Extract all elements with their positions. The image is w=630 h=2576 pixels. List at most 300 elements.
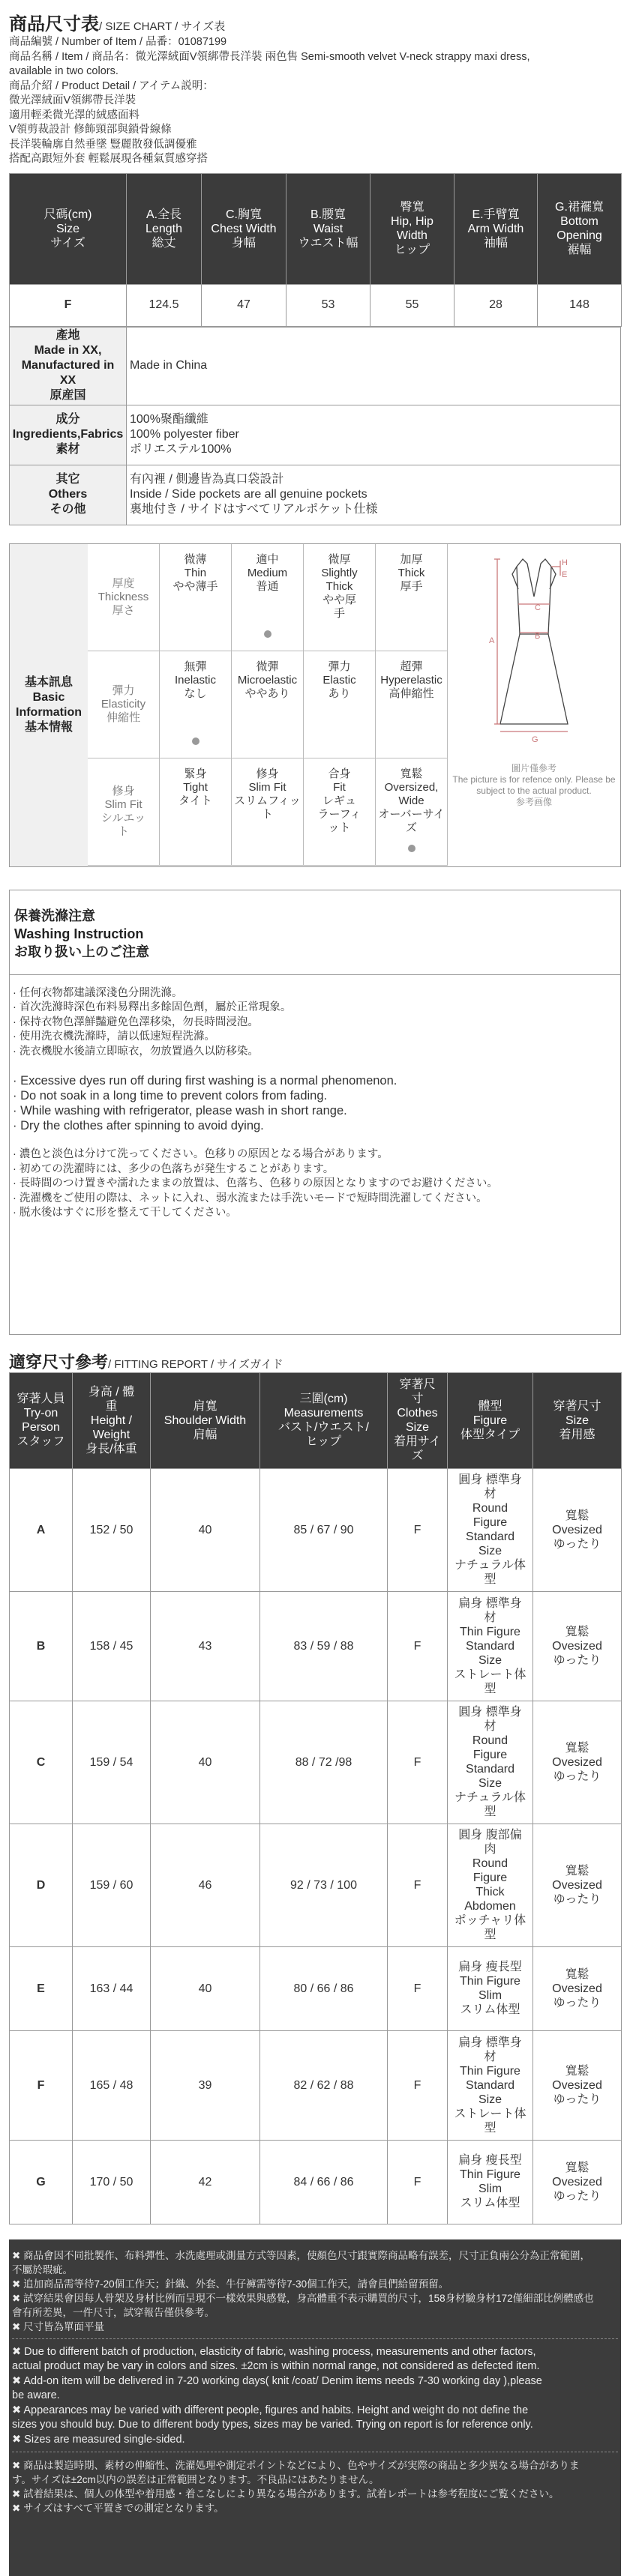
fitting-feel — [533, 2140, 622, 2224]
info-line: 搭配高跟短外套 輕鬆展現各種氣質感穿搭 — [9, 153, 208, 165]
figure-letter: A — [489, 636, 495, 645]
fitting-figure — [448, 1468, 533, 1591]
fit-line: ゆったり — [553, 1770, 602, 1783]
note-en-line: ✖ Appearances may be varied with different people, figures and habits. Height and weight do not define the — [12, 2404, 529, 2416]
washing-jp-line: · 長時間のつけ置きや濡れたままの放置は、色落ち、色移りの原因となりますのでお避けください。 — [13, 1177, 498, 1189]
material-label-line: XX — [59, 374, 76, 387]
info-line: 微光澤絨面V領綁帶長洋裝 — [9, 94, 136, 106]
notes-panel — [9, 2239, 621, 2576]
header-line: 体型タイプ — [460, 1428, 520, 1441]
material-value-line: Inside / Side pockets are all genuine pockets — [130, 488, 368, 501]
basic-head-line: Thickness — [98, 590, 149, 603]
fitting-height-weight: 165 / 48 — [73, 2030, 151, 2140]
fit-line: ゆったり — [553, 1996, 602, 2009]
figure-line: Thick — [476, 1886, 505, 1898]
washing-zh-line: · 使用洗衣機洗滌時，請以低速短程洗滌。 — [13, 1031, 215, 1043]
fit-line: 寬鬆 — [565, 1864, 590, 1877]
fit-line: ゆったり — [553, 2189, 602, 2203]
header-line: Shoulder Width — [164, 1414, 247, 1427]
washing-jp-line: · 濃色と淡色は分けて洗ってください。色移りの原因となる場合があります。 — [13, 1148, 388, 1160]
fitting-figure — [448, 1591, 533, 1701]
fitting-title — [9, 1350, 630, 1372]
header-line: ズ — [411, 1450, 424, 1462]
basic-option-line: 微彈 — [256, 660, 279, 673]
basic-option — [160, 544, 232, 651]
basic-option-dot-area — [160, 726, 231, 756]
fitting-figure — [448, 1701, 533, 1824]
fitting-height-weight: 152 / 50 — [73, 1468, 151, 1591]
basic-option-dot-area — [376, 619, 447, 649]
basic-option-line: タイト — [178, 794, 212, 807]
header-line: 袖幅 — [483, 236, 508, 250]
figure-line: Standard — [466, 1530, 514, 1543]
basic-option-line: ズ — [405, 821, 417, 834]
basic-row-head — [88, 758, 160, 866]
basic-option — [304, 758, 376, 866]
notes-divider — [12, 2338, 618, 2339]
basic-option-line: 寬鬆 — [400, 767, 423, 780]
fit-line: Ovesized — [552, 1982, 602, 1995]
fitting-figure — [448, 2140, 533, 2224]
fit-line: 寬鬆 — [565, 1967, 590, 1981]
info-line: V領剪裁設計 修飾頸部與鎖骨線條 — [9, 124, 172, 136]
header-line: 身高 / 體 — [88, 1385, 135, 1399]
fitting-measurements: 82 / 62 / 88 — [260, 2030, 388, 2140]
fit-line: Ovesized — [552, 1523, 602, 1536]
fitting-header-cell — [260, 1372, 388, 1468]
fitting-shoulder-width: 40 — [151, 1701, 260, 1824]
figure-line: スリム体型 — [460, 2003, 520, 2016]
header-line: 着用サイ — [394, 1435, 441, 1448]
material-value-line: Made in China — [130, 359, 208, 372]
header-line: Chest Width — [211, 222, 277, 235]
material-label — [10, 465, 127, 525]
fit-line: Ovesized — [552, 1639, 602, 1653]
fitting-person: G — [10, 2140, 73, 2224]
basic-row — [88, 544, 448, 651]
header-line: バスト/ウエスト/ — [278, 1421, 369, 1434]
basic-option-line: Inelastic — [174, 673, 217, 687]
size-header-cell — [286, 173, 370, 284]
material-label-line: Others — [48, 488, 88, 501]
basic-info — [9, 543, 621, 867]
basic-option-line: Elastic — [322, 673, 356, 687]
size-row — [10, 284, 622, 326]
basic-option-line: オーバーサイ — [378, 807, 445, 821]
basic-option-dot-area — [160, 619, 231, 649]
selected-dot-icon — [408, 845, 416, 852]
basic-option-line: やや厚 — [322, 593, 356, 606]
basic-option-line: 緊身 — [184, 767, 207, 780]
figure-line: 扁身 瘦長型 — [458, 1961, 522, 1973]
info-line: 商品編號 / Number of Item / 品番：01087199 — [9, 36, 227, 48]
basic-label-line: Basic — [32, 690, 65, 704]
fitting-shoulder-width: 43 — [151, 1591, 260, 1701]
fit-line: Ovesized — [552, 2175, 602, 2189]
basic-option-line: スリムフィッ — [234, 794, 301, 807]
washing-divider — [10, 974, 620, 975]
figure-caption-line: 参考画像 — [515, 796, 552, 807]
material-row — [10, 465, 621, 525]
figure-line: Figure — [472, 1871, 508, 1884]
washing-zh-line: · 保持衣物色澤鮮豔避免色澤移染，勿長時間浸泡。 — [13, 1016, 259, 1028]
figure-line: ストレート体 — [454, 1668, 526, 1681]
gap — [13, 1133, 617, 1147]
header-line: 穿著尺寸 — [553, 1399, 602, 1413]
basic-info-label — [10, 544, 88, 866]
size-header-cell — [370, 173, 454, 284]
basic-option — [232, 758, 304, 866]
header-line: 総丈 — [152, 236, 176, 250]
figure-line: 扁身 標準身 — [458, 1596, 522, 1610]
note-jp-line: ✖ サイズはすべて平置きでの測定となります。 — [12, 2503, 224, 2514]
fitting-height-weight: 163 / 44 — [73, 1946, 151, 2030]
material-label-line: 素材 — [56, 443, 80, 456]
material-label-line: 原産国 — [50, 389, 86, 402]
fitting-measurements: 88 / 72 /98 — [260, 1701, 388, 1824]
fit-line: ゆったり — [553, 1537, 602, 1551]
washing-title-line: お取り扱い上のご注意 — [14, 944, 149, 959]
washing-en-line: · Excessive dyes run off during first washing is a normal phenomenon. — [13, 1074, 398, 1088]
basic-option-dot-area — [304, 726, 375, 756]
figure-line: Figure — [472, 1749, 508, 1761]
basic-row-head — [88, 544, 160, 651]
header-line: 肩寬 — [193, 1399, 218, 1413]
material-label-line: 其它 — [56, 473, 80, 486]
fit-line: 寬鬆 — [565, 2064, 590, 2078]
header-line: B.腰寬 — [310, 208, 346, 221]
figure-line: Size — [478, 2093, 502, 2106]
washing-jp-line: · 洗濯機をご使用の際は、ネットに入れ、弱水流または手洗いモードで短時間洗濯してください。 — [13, 1192, 488, 1204]
size-cell: 55 — [370, 284, 454, 326]
fitting-height-weight: 159 / 60 — [73, 1824, 151, 1946]
header-line: 着用感 — [559, 1428, 596, 1441]
fitting-row — [10, 1468, 622, 1591]
fitting-figure — [448, 2030, 533, 2140]
selected-dot-icon — [192, 737, 200, 745]
info-line: 商品介紹 / Product Detail / アイテム説明： — [9, 79, 214, 92]
basic-option-line: 超彈 — [400, 660, 423, 673]
material-value — [127, 465, 621, 525]
washing-zh-line: · 洗衣機脫水後請立即晾衣，勿放置過久以防移染。 — [13, 1045, 259, 1058]
figure-line: 扁身 瘦長型 — [458, 2154, 522, 2167]
header-line: 尺碼(cm) — [44, 208, 92, 221]
figure-line: 材 — [484, 1488, 496, 1500]
basic-option-text — [376, 758, 447, 833]
basic-head-line: Slim Fit — [104, 797, 142, 811]
basic-option-text — [232, 651, 303, 726]
header-line: Try-on — [23, 1407, 58, 1420]
note-zh-line: ✖ 尺寸皆為單面平量 — [12, 2320, 105, 2332]
fitting-title-text: 適穿尺寸參考 — [9, 1352, 109, 1372]
basic-option-text — [376, 544, 447, 619]
basic-option-line: 高伸縮性 — [388, 687, 434, 700]
header-line: サイズ — [50, 236, 86, 250]
fitting-table — [9, 1372, 622, 2224]
header-line: 三圍(cm) — [299, 1393, 348, 1405]
fitting-clothes-size: F — [388, 1468, 448, 1591]
washing-instruction — [9, 890, 621, 1335]
washing-en-line: · Dry the clothes after spinning to avoid dying. — [13, 1119, 264, 1132]
header-line: Figure — [472, 1414, 508, 1427]
material-label-line: 成分 — [56, 413, 80, 426]
fitting-shoulder-width: 39 — [151, 2030, 260, 2140]
note-en-line: sizes you should buy. Due to different body types, sizes may be varied. Trying on report is for reference only. — [12, 2419, 533, 2431]
header-line: Size — [56, 222, 80, 235]
basic-row — [88, 651, 448, 758]
basic-option — [232, 651, 304, 758]
material-label-line: Ingredients,Fabrics — [12, 428, 124, 441]
basic-info-grid — [88, 544, 448, 866]
basic-head-line: シルエッ — [100, 811, 146, 824]
fitting-feel — [533, 1591, 622, 1701]
washing-title-line: Washing Instruction — [14, 926, 144, 941]
page-title — [9, 9, 621, 35]
figure-line: ナチュラル体 — [454, 1559, 526, 1572]
fitting-clothes-size: F — [388, 1591, 448, 1701]
title-subtitle: / SIZE CHART / サイズ表 — [99, 20, 226, 33]
header-line: A.全長 — [146, 208, 182, 221]
basic-option-line: 彈力 — [328, 660, 351, 673]
basic-row — [88, 758, 448, 866]
header-line: 裾幅 — [567, 244, 592, 256]
fitting-header-cell — [73, 1372, 151, 1468]
figure-line: Slim — [478, 2183, 502, 2195]
fitting-clothes-size: F — [388, 2030, 448, 2140]
fitting-measurements: 85 / 67 / 90 — [260, 1468, 388, 1591]
figure-line: Slim — [478, 1989, 502, 2002]
fit-line: ゆったり — [553, 2093, 602, 2106]
figure-line: Thin Figure — [460, 1975, 520, 1988]
basic-option-dot-area — [304, 619, 375, 649]
basic-head-line: 厚度 — [112, 576, 135, 590]
header-line: Width — [397, 229, 428, 242]
figure-line: Standard — [466, 1639, 514, 1653]
basic-option-line: Medium — [247, 566, 288, 579]
basic-head-line: ト — [117, 824, 129, 838]
figure-line: Thin Figure — [460, 2064, 520, 2078]
basic-option-line: Slim Fit — [248, 780, 286, 794]
material-label-line: Made in XX, — [34, 344, 102, 357]
fitting-clothes-size: F — [388, 1824, 448, 1946]
figure-line: スリム体型 — [460, 2197, 520, 2209]
fitting-shoulder-width: 40 — [151, 1946, 260, 2030]
header-line: Person — [22, 1421, 60, 1434]
dress-figure — [448, 544, 620, 866]
basic-option-line: Fit — [333, 780, 346, 794]
header — [0, 0, 630, 170]
material-value-line: 100%聚酯纖維 — [130, 413, 208, 426]
fit-line: Ovesized — [552, 1755, 602, 1769]
header-line: Size — [565, 1414, 590, 1427]
fitting-person: D — [10, 1824, 73, 1946]
info-line: 長洋裝輪廓自然垂墜 豎麗散發低調優雅 — [9, 138, 197, 151]
figure-line: 型 — [484, 1573, 496, 1586]
basic-option — [160, 651, 232, 758]
basic-option-line: ややあり — [244, 687, 290, 700]
figure-caption-line: 圖片僅參考 — [511, 762, 556, 773]
basic-option-line: 合身 — [328, 767, 351, 780]
basic-option — [160, 758, 232, 866]
size-cell: 148 — [538, 284, 622, 326]
note-en-line: ✖ Sizes are measured single-sided. — [12, 2433, 185, 2446]
figure-caption — [448, 763, 620, 808]
basic-option — [376, 758, 448, 866]
figure-line: ストレート体 — [454, 2107, 526, 2120]
fit-line: 寬鬆 — [565, 2161, 590, 2174]
fitting-header-cell — [10, 1372, 73, 1468]
fitting-height-weight: 158 / 45 — [73, 1591, 151, 1701]
material-value-line: 裏地付き / サイドはすべてリアルポケット仕様 — [130, 503, 378, 516]
washing-en-line: · While washing with refrigerator, please wash in short range. — [13, 1104, 347, 1117]
header-line: 身幅 — [231, 236, 256, 250]
figure-line: Size — [478, 1777, 502, 1790]
basic-option-text — [160, 544, 231, 619]
info-line: 商品名稱 / Item / 商品名：微光澤絨面V領綁帶長洋裝 兩色售 Semi-smooth velvet V-neck strappy maxi dress, — [9, 50, 530, 63]
basic-option-dot-area — [232, 726, 303, 756]
material-label-line: Manufactured in — [21, 359, 115, 372]
basic-option-line: やや薄手 — [172, 579, 218, 593]
material-value — [127, 327, 621, 405]
fitting-measurements: 80 / 66 / 86 — [260, 1946, 388, 2030]
fit-line: ゆったり — [553, 1892, 602, 1906]
fitting-height-weight: 159 / 54 — [73, 1701, 151, 1824]
size-cell: 28 — [454, 284, 538, 326]
basic-head-line: 厚さ — [112, 603, 135, 617]
basic-option-dot-area — [376, 726, 447, 756]
fit-line: 寬鬆 — [565, 1625, 590, 1638]
fitting-clothes-size: F — [388, 2140, 448, 2224]
fitting-header-cell — [388, 1372, 448, 1468]
figure-line: Thin Figure — [460, 2168, 520, 2181]
gap — [13, 1059, 617, 1073]
basic-option-line: Tight — [183, 780, 208, 794]
basic-option-line: ット — [328, 821, 351, 834]
washing-title-line: 保養洗滌注意 — [14, 908, 95, 923]
basic-option-line: 微薄 — [184, 552, 207, 566]
material-value-line: 有內裡 / 側邊皆為真口袋設計 — [130, 473, 284, 486]
fit-line: Ovesized — [552, 2078, 602, 2092]
fitting-subtitle: / FITTING REPORT / サイズガイド — [108, 1357, 284, 1371]
header-line: Measurements — [284, 1407, 364, 1420]
figure-line: 型 — [484, 2121, 496, 2135]
material-value-line: ポリエステル100% — [130, 443, 232, 456]
fitting-figure — [448, 1946, 533, 2030]
fitting-row — [10, 1824, 622, 1946]
basic-option-line: Thick — [398, 566, 425, 579]
basic-option — [304, 544, 376, 651]
basic-option-line: なし — [184, 687, 207, 700]
header-line: E.手臂寬 — [472, 208, 520, 221]
header-line: ヒップ — [394, 244, 430, 256]
figure-caption-line: The picture is for refence only. Please be — [452, 773, 616, 785]
fitting-measurements: 92 / 73 / 100 — [260, 1824, 388, 1946]
fitting-header-cell — [448, 1372, 533, 1468]
header-line: 重 — [105, 1399, 118, 1413]
header-line: Height / — [90, 1414, 133, 1427]
basic-option-line: Microelastic — [237, 673, 298, 687]
basic-option-line: Thick — [326, 579, 353, 593]
basic-option-line: レギュ — [322, 794, 356, 807]
figure-line: ナチュラル体 — [454, 1791, 526, 1804]
fit-line: Ovesized — [552, 1878, 602, 1892]
figure-line: 型 — [484, 1928, 496, 1941]
fitting-feel — [533, 2030, 622, 2140]
basic-option-line: Thin — [184, 566, 207, 579]
basic-option-line: ラーフィ — [317, 807, 362, 821]
note-en-line: be aware. — [12, 2389, 60, 2401]
basic-option — [232, 544, 304, 651]
fitting-row — [10, 2030, 622, 2140]
basic-option-line: 厚手 — [400, 579, 423, 593]
basic-label-line: Information — [16, 705, 82, 719]
figure-line: Standard — [466, 1763, 514, 1776]
fitting-clothes-size: F — [388, 1701, 448, 1824]
header-line: C.胸寬 — [225, 208, 262, 221]
basic-option-text — [232, 544, 303, 619]
size-table — [9, 173, 622, 327]
size-header-cell — [202, 173, 286, 284]
figure-line: 材 — [484, 1611, 496, 1624]
basic-option-text — [160, 651, 231, 726]
basic-option-text — [304, 651, 375, 726]
material-value-line: 100% polyester fiber — [130, 428, 239, 441]
fit-line: ゆったり — [553, 1653, 602, 1667]
basic-head-line: 修身 — [112, 784, 135, 797]
basic-head-line: Elasticity — [100, 697, 146, 711]
figure-line: Size — [478, 1653, 502, 1667]
note-jp-line: ✖ 試着結果は、個人の体型や着用感・着こなしにより異なる場合があります。試着レポートは参考程度にご覧ください。 — [12, 2488, 560, 2500]
fit-line: 寬鬆 — [565, 1509, 590, 1522]
figure-line: 材 — [484, 2050, 496, 2063]
figure-letter: B — [535, 631, 541, 641]
size-header-cell — [538, 173, 622, 284]
note-en-line: ✖ Due to different batch of production, elasticity of fabric, washing process, measurements and other factors, — [12, 2345, 536, 2358]
size-header-cell — [10, 173, 127, 284]
basic-label-line: 基本訊息 — [24, 675, 73, 689]
basic-option-line: 手 — [333, 606, 345, 620]
info-line: available in two colors. — [9, 65, 118, 77]
material-value — [127, 405, 621, 465]
fitting-person: E — [10, 1946, 73, 2030]
figure-line: Round — [472, 1734, 508, 1747]
basic-option — [304, 651, 376, 758]
figure-letter: H — [562, 558, 568, 567]
header-line: ウエスト幅 — [298, 236, 358, 250]
washing-body — [13, 986, 617, 1221]
figure-line: 型 — [484, 1806, 496, 1818]
fitting-measurements: 84 / 66 / 86 — [260, 2140, 388, 2224]
selected-dot-icon — [264, 630, 272, 638]
fitting-feel — [533, 1824, 622, 1946]
note-zh-line: ✖ 追加商品需等待7-20個工作天；針織、外套、牛仔褲需等待7-30個工作天，請會員們給留預留。 — [12, 2278, 449, 2290]
figure-line: Thin Figure — [460, 1625, 520, 1638]
figure-line: 肉 — [484, 1843, 496, 1856]
basic-option-text — [160, 758, 231, 833]
header-line: 肩幅 — [193, 1428, 218, 1441]
material-label — [10, 327, 127, 405]
basic-option — [376, 544, 448, 651]
header-line: G.裙襬寬 — [555, 201, 604, 214]
basic-option-dot-area — [376, 833, 447, 863]
basic-label-line: 基本情報 — [24, 720, 73, 734]
basic-option-text — [376, 651, 447, 726]
basic-option — [376, 651, 448, 758]
basic-option-dot-area — [160, 833, 231, 863]
figure-letter: C — [535, 603, 541, 612]
washing-zh-line: · 任何衣物都建議深淺色分開洗滌。 — [13, 986, 183, 999]
size-cell: 124.5 — [127, 284, 202, 326]
